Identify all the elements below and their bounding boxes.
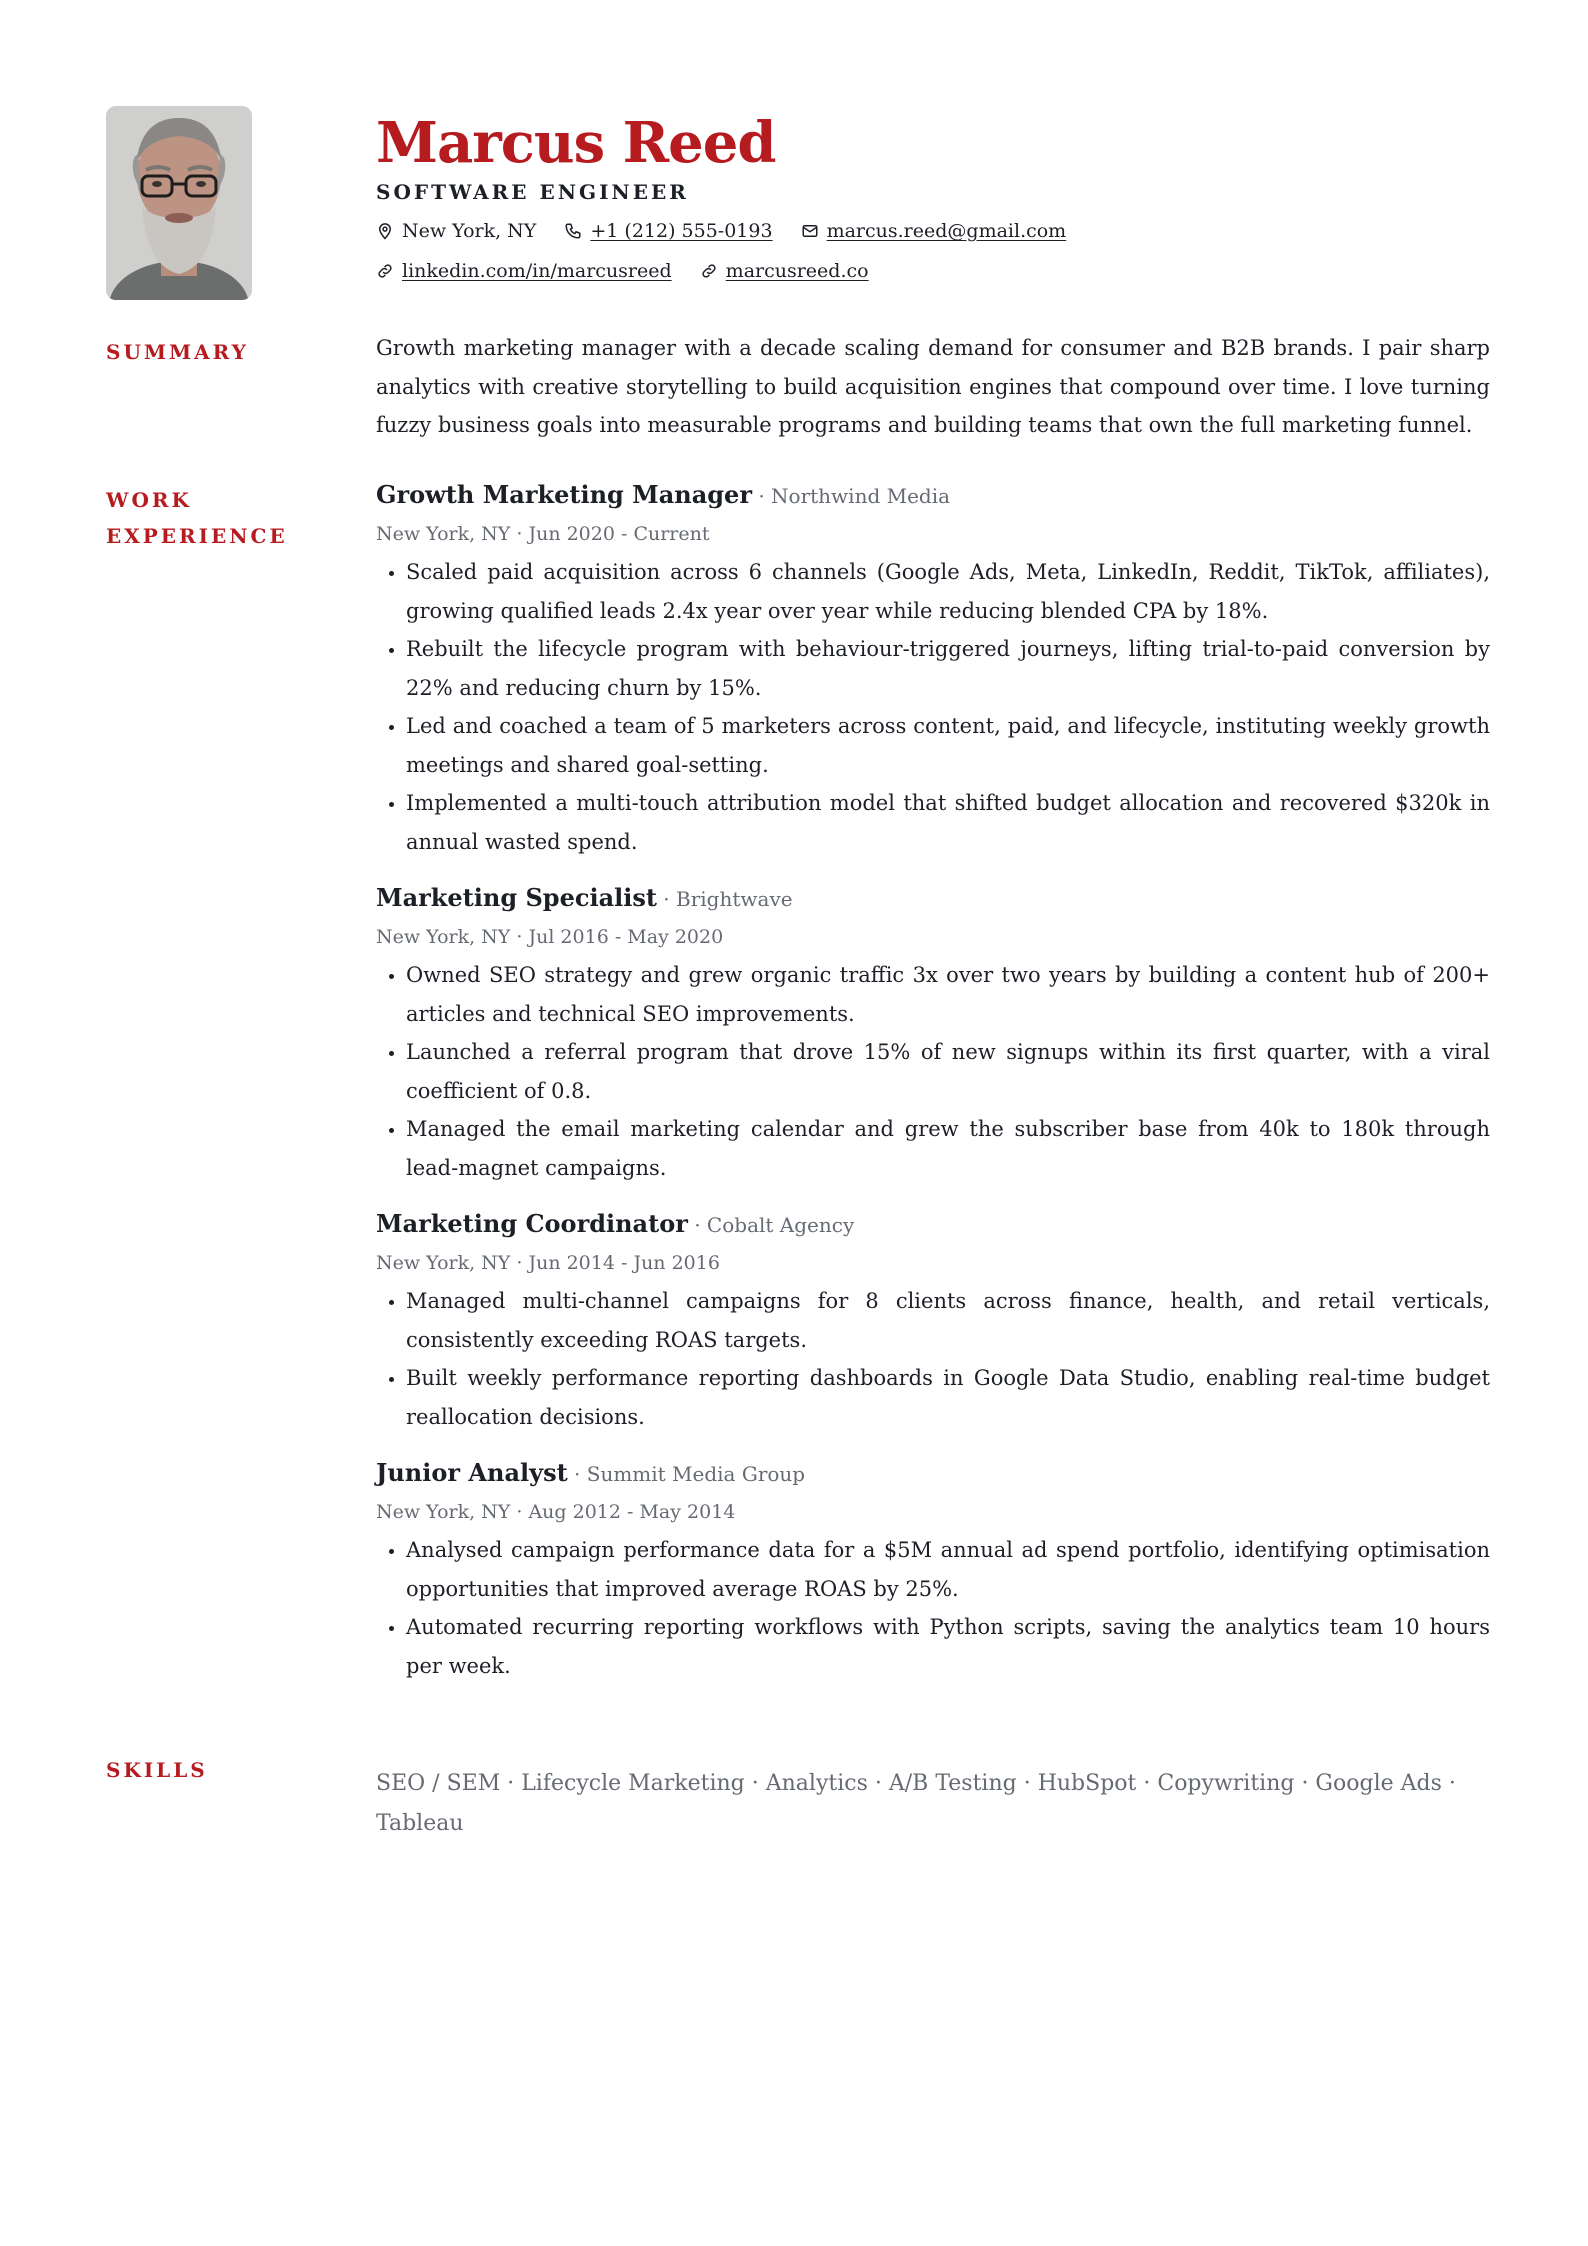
contact-row-primary [376,218,1496,244]
skills-list: SEO / SEM · Lifecycle Marketing · Analytics · A/B Testing · HubSpot · Copywriting · Google Ads · Tableau [376,1771,1456,1836]
work-label-line1: WORK [106,488,192,512]
job-company: · Cobalt Agency [687,1213,855,1237]
job-bullet: • Led and coached a team of 5 marketers across content, paid, and lifecycle, instituting weekly growth meetings and shared goal-setting. [406,707,1490,784]
job-title-heading: SOFTWARE ENGINEER [376,180,689,204]
job-bullet: • Rebuilt the lifecycle program with behaviour-triggered journeys, lifting trial-to-paid conversion by 22% and reducing churn by 15%. [406,630,1490,707]
person-name: Marcus Reed [376,110,776,176]
map-pin-icon [376,222,394,240]
job-company: · Brightwave [656,887,793,911]
location-text: New York, NY [402,220,537,242]
job-bullet: • Automated recurring reporting workflows with Python scripts, saving the analytics team 10 hours per week. [406,1608,1490,1685]
job-bullet: • Owned SEO strategy and grew organic traffic 3x over two years by building a content hub of 200+ articles and technical SEO improvements. [406,956,1490,1033]
job-header [376,1207,1490,1242]
link-icon [376,262,394,280]
job-bullets [376,553,1490,861]
job-meta: New York, NY · Jun 2020 - Current [376,523,710,545]
job-entry [376,478,1490,861]
job-header [376,881,1490,916]
job-entry [376,1456,1490,1685]
mail-icon [801,222,819,240]
contact-phone[interactable] [564,220,772,242]
job-bullet: • Built weekly performance reporting dashboards in Google Data Studio, enabling real-time budget reallocation decisions. [406,1359,1490,1436]
work-experience-section [376,478,1490,1705]
contact-website[interactable] [700,260,869,282]
website-link[interactable]: marcusreed.co [725,260,869,282]
job-bullet: • Launched a referral program that drove 15% of new signups within its first quarter, with a viral coefficient of 0.8. [406,1033,1490,1110]
job-company: · Northwind Media [751,484,951,508]
contact-row-links [376,258,1496,284]
job-role: Growth Marketing Manager [376,480,752,509]
portrait-illustration [106,106,252,300]
work-label-line2: EXPERIENCE [106,524,288,548]
phone-link[interactable]: +1 (212) 555-0193 [590,220,773,242]
job-meta: New York, NY · Jun 2014 - Jun 2016 [376,1252,720,1274]
job-meta: New York, NY · Jul 2016 - May 2020 [376,926,724,948]
phone-icon [564,222,582,240]
job-entry [376,1207,1490,1436]
job-company: · Summit Media Group [567,1462,806,1486]
job-bullets [376,956,1490,1187]
job-bullet: • Scaled paid acquisition across 6 channels (Google Ads, Meta, LinkedIn, Reddit, TikTok, affiliates), growing qualified leads 2.4x year over year while reducing blended CPA by 18%. [406,553,1490,630]
job-entry [376,881,1490,1187]
contact-linkedin[interactable] [376,260,672,282]
contact-email[interactable] [801,220,1067,242]
job-role: Junior Analyst [376,1458,568,1487]
work-experience-section-label [106,482,326,554]
job-header [376,1456,1490,1491]
job-bullet: • Managed multi-channel campaigns for 8 clients across finance, health, and retail verticals, consistently exceeding ROAS targets. [406,1282,1490,1359]
link-icon [700,262,718,280]
resume-header [376,108,1496,284]
profile-photo [106,106,252,300]
job-bullet: • Analysed campaign performance data for a $5M annual ad spend portfolio, identifying optimisation opportunities that improved average ROAS by 25%. [406,1531,1490,1608]
contact-location [376,220,536,242]
summary-text: Growth marketing manager with a decade scaling demand for consumer and B2B brands. I pair sharp analytics with creative storytelling to build acquisition engines that compound over time. I love turning fuzzy business goals into measurable programs and building teams that own the full marketing funnel. [376,336,1490,437]
job-meta: New York, NY · Aug 2012 - May 2014 [376,1501,736,1523]
summary-section [376,329,1490,445]
job-role: Marketing Coordinator [376,1209,688,1238]
job-bullet: • Implemented a multi-touch attribution model that shifted budget allocation and recovered $320k in annual wasted spend. [406,784,1490,861]
job-bullets [376,1531,1490,1685]
job-bullets [376,1282,1490,1436]
job-role: Marketing Specialist [376,883,657,912]
job-header [376,478,1490,513]
summary-section-label: SUMMARY [106,340,249,364]
skills-section [376,1764,1490,1844]
skills-section-label: SKILLS [106,1758,208,1782]
job-bullet: • Managed the email marketing calendar and grew the subscriber base from 40k to 180k through lead-magnet campaigns. [406,1110,1490,1187]
linkedin-link[interactable]: linkedin.com/in/marcusreed [402,260,672,282]
email-link[interactable]: marcus.reed@gmail.com [826,220,1067,242]
